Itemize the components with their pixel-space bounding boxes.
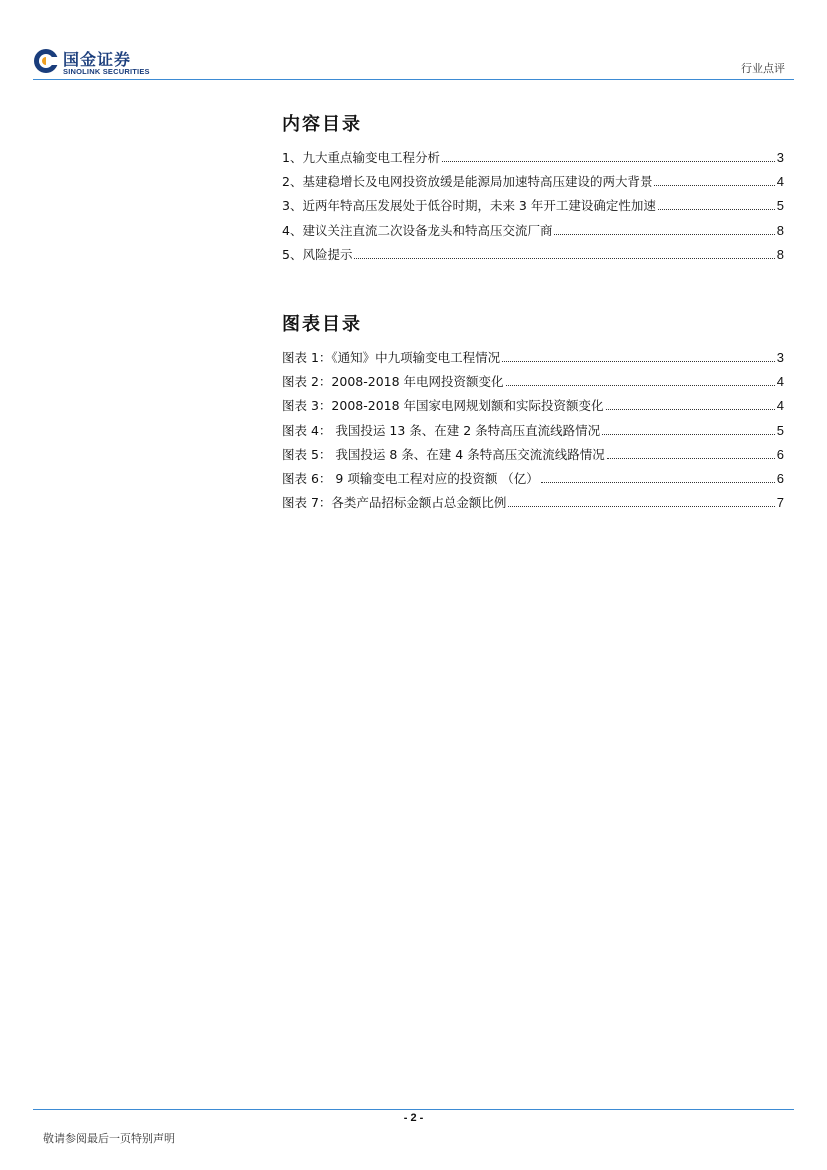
- dot-leader: [606, 409, 775, 410]
- toc-entry-label[interactable]: 图表 6： 9 项输变电工程对应的投资额 （亿）: [282, 470, 539, 486]
- toc-entry-label[interactable]: 图表 7：各类产品招标金额占总金额比例: [282, 495, 507, 511]
- contents-title: 内容目录: [282, 114, 362, 135]
- dot-leader: [506, 385, 775, 386]
- contents-entry[interactable]: [282, 221, 784, 245]
- company-logo: [33, 47, 163, 79]
- toc-page-number[interactable]: 3: [776, 150, 784, 165]
- figures-title: 图表目录: [282, 314, 362, 335]
- logo-chinese-name: 国金证券: [63, 50, 132, 69]
- report-type-label: 行业点评: [741, 62, 785, 75]
- dot-leader: [442, 161, 775, 162]
- dot-leader: [602, 434, 775, 435]
- contents-entry[interactable]: [282, 245, 784, 269]
- page-number: - 2 -: [403, 1112, 424, 1124]
- figure-entry[interactable]: [282, 348, 784, 372]
- figure-entry[interactable]: [282, 469, 784, 493]
- dot-leader: [654, 185, 774, 186]
- toc-page-number[interactable]: 6: [776, 446, 784, 462]
- page-header: [0, 0, 827, 80]
- figure-entry[interactable]: [282, 372, 784, 396]
- logo-english-name: SINOLINK SECURITIES: [63, 67, 150, 76]
- contents-entry[interactable]: [282, 196, 784, 220]
- toc-entry-label[interactable]: 图表 3：2008-2018 年国家电网规划额和实际投资额变化: [282, 398, 604, 414]
- dot-leader: [554, 234, 774, 235]
- contents-list: [282, 148, 784, 269]
- toc-page-number[interactable]: 4: [776, 174, 784, 190]
- toc-page-number[interactable]: 7: [776, 495, 784, 511]
- dot-leader: [502, 361, 775, 362]
- figure-entry[interactable]: [282, 493, 784, 517]
- toc-page-number[interactable]: 5: [776, 422, 784, 438]
- toc-page-number[interactable]: 6: [776, 470, 784, 486]
- figure-entry[interactable]: [282, 445, 784, 469]
- dot-leader: [508, 506, 774, 507]
- toc-page-number[interactable]: 8: [776, 222, 784, 238]
- header-divider: [33, 79, 794, 80]
- dot-leader: [541, 482, 775, 483]
- figures-list: [282, 348, 784, 517]
- toc-entry-label[interactable]: 图表 2：2008-2018 年电网投资额变化: [282, 374, 504, 390]
- toc-entry-label[interactable]: 4、建议关注直流二次设备龙头和特高压交流厂商: [282, 222, 553, 238]
- sinolink-logo-icon: [33, 48, 59, 74]
- toc-page-number[interactable]: 4: [776, 374, 784, 390]
- toc-entry-label[interactable]: 1、九大重点输变电工程分析: [282, 150, 440, 165]
- dot-leader: [658, 209, 775, 210]
- contents-entry[interactable]: [282, 172, 784, 196]
- toc-page-number[interactable]: 8: [776, 246, 784, 262]
- figures-section: [282, 310, 784, 517]
- toc-page-number[interactable]: 5: [776, 198, 784, 214]
- toc-entry-label[interactable]: 2、基建稳增长及电网投资放缓是能源局加速特高压建设的两大背景: [282, 174, 653, 190]
- toc-entry-label[interactable]: 图表 1：《通知》中九项输变电工程情况: [282, 350, 501, 365]
- dot-leader: [354, 258, 774, 259]
- contents-section: [282, 110, 784, 269]
- footer-divider: [33, 1109, 794, 1110]
- toc-entry-label[interactable]: 3、近两年特高压发展处于低谷时期，未来 3 年开工建设确定性加速: [282, 198, 656, 214]
- toc-entry-label[interactable]: 5、风险提示: [282, 246, 353, 262]
- disclaimer-text: 敬请参阅最后一页特别声明: [43, 1132, 175, 1145]
- toc-entry-label[interactable]: 图表 4： 我国投运 13 条、在建 2 条特高压直流线路情况: [282, 422, 601, 438]
- toc-page-number[interactable]: 3: [776, 350, 784, 365]
- dot-leader: [607, 458, 775, 459]
- toc-entry-label[interactable]: 图表 5： 我国投运 8 条、在建 4 条特高压交流流线路情况: [282, 446, 605, 462]
- figure-entry[interactable]: [282, 421, 784, 445]
- figure-entry[interactable]: [282, 396, 784, 420]
- toc-page-number[interactable]: 4: [776, 398, 784, 414]
- contents-entry[interactable]: [282, 148, 784, 172]
